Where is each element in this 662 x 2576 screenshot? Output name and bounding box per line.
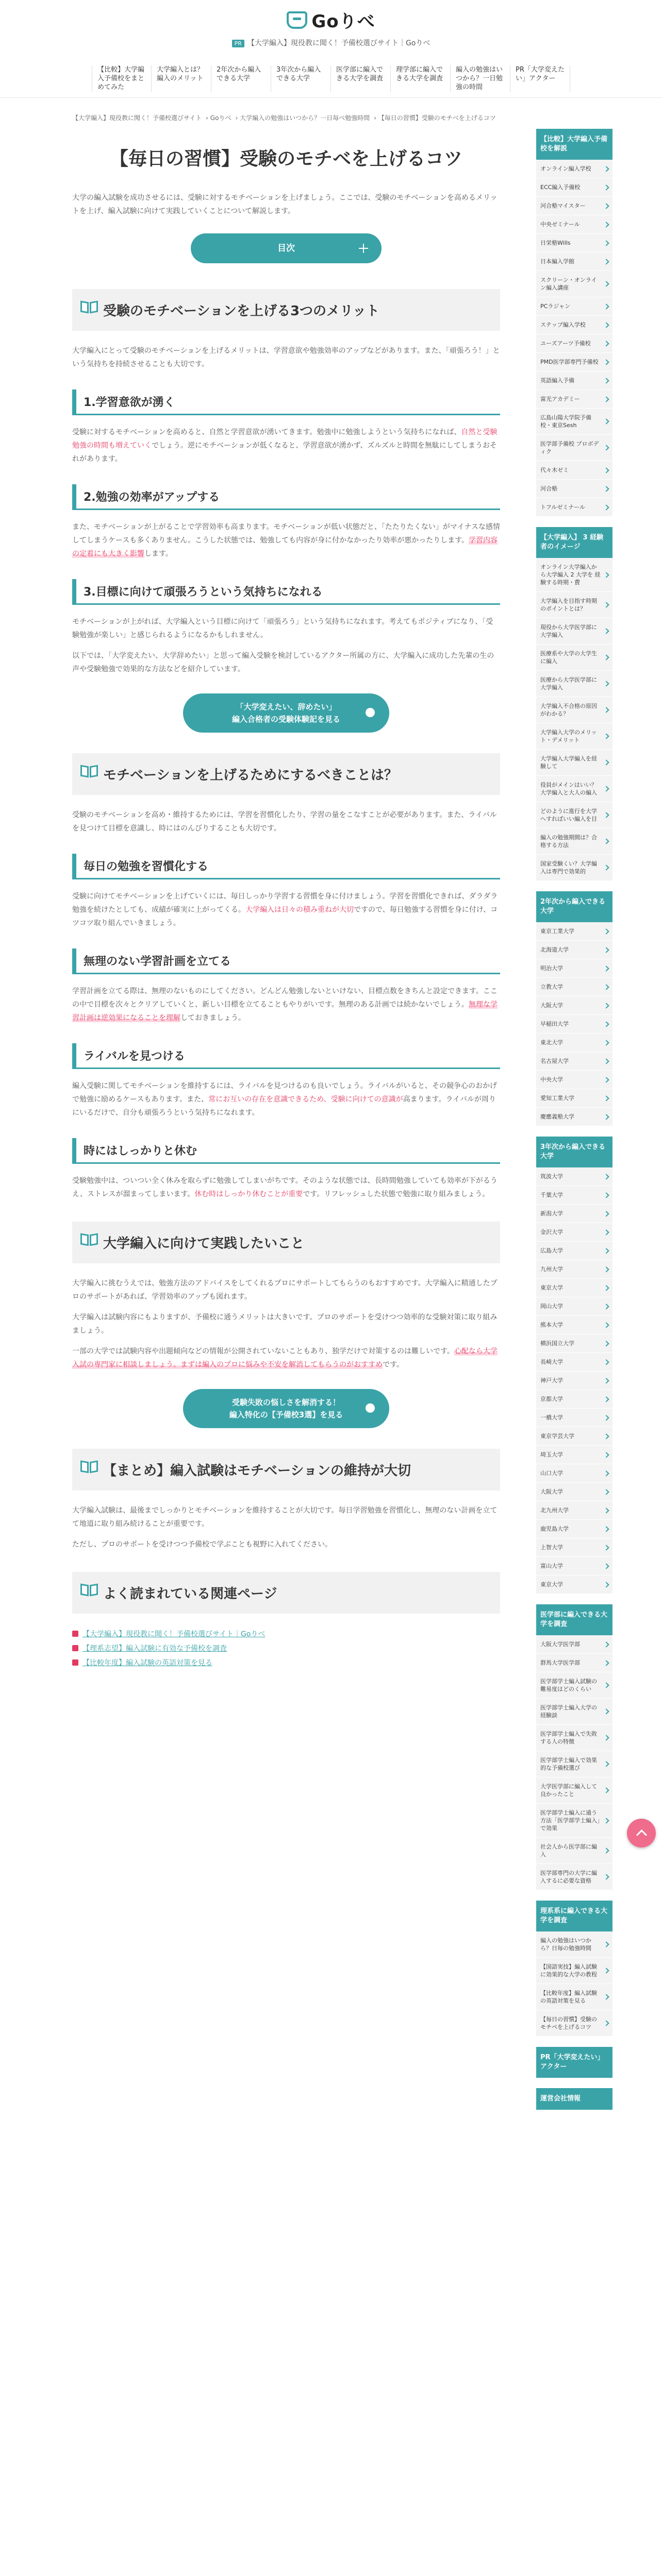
sidebar-item[interactable]: 社会人から医学部に編入 [536, 1838, 613, 1864]
sidebar-item[interactable]: ECC編入予備校 [536, 178, 613, 197]
section-text: また、モチベーションが上がることで学習効率も高まります。モチベーションが低い状態だと、「たたりたくない」がマイナスな感情してしまうケースも多くありません。こうした状態では、勉強しても内容が身に付かなかったり効率が悪かったりします。学習内容の定着にも大きく影響します。 [72, 523, 500, 558]
sidebar-item[interactable]: 筑波大学 [536, 1167, 613, 1186]
sidebar-item[interactable]: 岡山大学 [536, 1297, 613, 1316]
subsection-heading: 無理のない学習計画を立てる [72, 948, 500, 974]
section-heading: よく読まれている関連ページ [72, 1572, 500, 1614]
sidebar-item[interactable]: 金沢大学 [536, 1223, 613, 1242]
subsection-heading: 時にはしっかりと休む [72, 1138, 500, 1164]
sidebar-item[interactable]: 慶應義塾大学 [536, 1108, 613, 1126]
sidebar-item[interactable]: オンライン大学編入から大学編入 2 大学を 経験する時期・費 [536, 558, 613, 592]
sidebar-item[interactable]: 東京学芸大学 [536, 1427, 613, 1446]
sidebar-item[interactable]: 千葉大学 [536, 1186, 613, 1205]
intro-text: 大学の編入試験を成功させるには、受験に対するモチベーションを上げましょう。ここでは、受験のモチベーションを高めるメリットを上げ、編入試験に向けて実践していくことについて解説します。 [72, 194, 498, 215]
check-icon [72, 1645, 78, 1651]
page-title: 【毎日の習慣】受験のモチベを上げるコツ [109, 148, 463, 170]
nav-item[interactable]: 2年次から編入できる大学 [211, 65, 271, 92]
sidebar-item[interactable]: 愛知工業大学 [536, 1089, 613, 1108]
subsection-heading: ライバルを見つける [72, 1043, 500, 1069]
sidebar-item[interactable]: 新潟大学 [536, 1205, 613, 1223]
breadcrumb-link[interactable]: 【大学編入】現役教に聞く！予備校選びサイト [72, 114, 202, 122]
sidebar-item[interactable]: 医学部学士編入で効果的な予備校選び [536, 1751, 613, 1777]
subsection-heading: 2.勉強の効率がアップする [72, 484, 500, 510]
scroll-to-top-button[interactable] [627, 1819, 656, 1848]
section-text: 受験に対するモチベーションを高めると、自然と学習意欲が湧いてきます。勉強中に勉強しようという気持ちになれば、自然と受験勉強の時間も増えていくでしょう。逆にモチベーションが低くなると、学習意欲が湧かず、ズルズルと時間を無駄にしてしまうおそれがあります。 [72, 428, 498, 463]
sidebar-item[interactable]: PCラジャン [536, 297, 613, 316]
sidebar-group-heading[interactable]: 医学部に編入できる大学を調査 [536, 1604, 613, 1635]
sidebar-item[interactable]: スクリーン・オンライン編入講座 [536, 271, 613, 297]
breadcrumb: 【大学編入】現役教に聞く！予備校選びサイト › Goりべ › 大学編入の勉強はいつから？一日毎べ勉強時間 › 【毎日の習慣】受験のモチベを上げるコツ [72, 114, 496, 122]
sidebar-item[interactable]: 代々木ゼミ [536, 461, 613, 480]
sidebar-item[interactable]: オンライン編入学校 [536, 160, 613, 178]
sidebar-item[interactable]: 医学部学士編入大学の経験談 [536, 1699, 613, 1725]
sidebar-item[interactable]: 大学医学部に編入して良かったこと [536, 1777, 613, 1804]
sidebar-item[interactable]: 明治大学 [536, 959, 613, 978]
sidebar-item[interactable]: 東京大学 [536, 1279, 613, 1297]
sidebar-item[interactable]: 富光アカデミー [536, 390, 613, 409]
sidebar-item[interactable]: 医学部学士編入試験の難易度はどのくらい [536, 1672, 613, 1699]
sidebar-group-heading[interactable]: 運営会社情報 [536, 2088, 613, 2110]
section-text: 一部の大学では試験内容や出題傾向などの情報が公開されていないこともあり、独学だけで対策するのは難しいです。心配なら大学入試の専門家に相談しましょう。まずは編入のプロに悩みや不安を解消してもらうのがおすすめです。 [72, 1347, 498, 1369]
cta-button[interactable]: 受験失敗の悩しさを解消する！ 編入特化の【予備校3選】を見る [183, 1389, 389, 1428]
sidebar-item[interactable]: トフルゼミナール [536, 498, 613, 517]
sidebar-item[interactable]: 医学部学士編入で失敗する人の特徴 [536, 1725, 613, 1751]
sidebar-item[interactable]: 中央ゼミナール [536, 215, 613, 234]
article [72, 129, 500, 1670]
sidebar-item[interactable]: 神戸大学 [536, 1371, 613, 1390]
sidebar-group-heading[interactable]: 【比較】大学編入予備校を解説 [536, 129, 613, 160]
sidebar-item[interactable]: 英語編入予備 [536, 371, 613, 390]
nav-item[interactable]: PR「大学変えたい」アクター [510, 65, 570, 92]
related-link[interactable]: 【大学編入】現役教に聞く！予備校選びサイト｜Goりべ [72, 1627, 500, 1641]
sidebar-item[interactable]: 東京大学 [536, 1575, 613, 1594]
sidebar-item[interactable]: 鹿児島大学 [536, 1520, 613, 1538]
sidebar-group-heading[interactable]: 【大学編入】 3 経験者のイメージ [536, 527, 613, 558]
sidebar-item[interactable]: 埼玉大学 [536, 1446, 613, 1464]
nav-item[interactable]: 【比較】大学編入予備校をまとめてみた [92, 65, 152, 92]
sidebar-item[interactable]: 群馬大学医学部 [536, 1654, 613, 1672]
subsection-heading: 1.学習意欲が湧く [72, 389, 500, 415]
sidebar-item[interactable]: 京都大学 [536, 1390, 613, 1409]
sidebar-item[interactable]: 大阪大学医学部 [536, 1635, 613, 1654]
sidebar-item[interactable]: 九州大学 [536, 1260, 613, 1279]
breadcrumb-link[interactable]: 大学編入の勉強はいつから？一日毎べ勉強時間 [240, 114, 370, 122]
nav-item[interactable]: 大学編入とは？編入のメリット [152, 65, 211, 92]
section-text: ただし、プロのサポートを受けつつ予備校で学ぶことも視野に入れてください。 [72, 1540, 332, 1549]
sidebar-group-heading[interactable]: 3年次から編入できる大学 [536, 1137, 613, 1167]
sidebar-item[interactable]: 大阪大学 [536, 996, 613, 1015]
sidebar-item[interactable]: 【比較年度】編入試験の英語対策を見る [536, 1984, 613, 2010]
global-nav [0, 65, 662, 92]
sidebar-item[interactable]: 横浜国立大学 [536, 1334, 613, 1353]
sidebar-item[interactable]: 名古屋大学 [536, 1052, 613, 1071]
sidebar-item[interactable]: 現役から大学医学部に大学編入 [536, 618, 613, 645]
sidebar-item[interactable]: 国家受験くい？大学編入は専門で効果的 [536, 855, 613, 881]
sidebar-item[interactable]: 河合塾マイスター [536, 197, 613, 215]
book-icon [80, 1231, 98, 1248]
logo-text: Goりべ [311, 11, 375, 32]
section-text: 大学編入にとって受験のモチベーションを上げるメリットは、学習意欲や勉強効率のアップなどがあります。また、「頑張ろう！」という気持ちを持続させることも大切です。 [72, 347, 500, 368]
sidebar-item[interactable]: 北九州大学 [536, 1501, 613, 1520]
nav-item[interactable]: 編入の勉強はいつから？一日勉強の時間 [451, 65, 510, 92]
sidebar-item[interactable]: 日栄塾Wills [536, 234, 613, 252]
arrow-icon [366, 708, 375, 717]
sidebar-item[interactable]: ユーズアーツ予備校 [536, 334, 613, 353]
section-heading: 受験のモチベーションを上げる3つのメリット [72, 289, 500, 331]
sidebar-item[interactable]: 役員がメインはいい？大学編入と大人の編入 [536, 776, 613, 802]
sidebar-item[interactable]: 日本編入学館 [536, 252, 613, 271]
sidebar-item[interactable]: 医療から大学医学部に大学編入 [536, 671, 613, 697]
toc-button[interactable]: 目次 [191, 233, 382, 263]
sidebar-item[interactable]: 中央大学 [536, 1071, 613, 1089]
site-logo[interactable] [0, 0, 662, 32]
sidebar-item[interactable]: 広島大学 [536, 1242, 613, 1260]
nav-item[interactable]: 医学部に編入できる大学を調査 [331, 65, 391, 92]
sidebar-item[interactable]: 医療系や大学の大学生に編入 [536, 645, 613, 671]
sidebar-item[interactable]: 早稲田大学 [536, 1015, 613, 1033]
sidebar-item[interactable]: PMD医学部専門予備校 [536, 353, 613, 371]
subsection-heading: 3.目標に向けて頑張ろうという気持ちになれる [72, 579, 500, 605]
check-icon [72, 1631, 78, 1637]
highlight-text: 以下では、「大学変えたい、大学辞めたい」と思って編入受験を検討しているアクター所属の方に、大学編入に成功した先輩の生の声や受験勉強で効果的な方法などを紹介しています。 [72, 652, 494, 673]
sidebar-item[interactable]: 一橋大学 [536, 1409, 613, 1427]
section-text: 学習計画を立てる際は、無理のないものにしてください。どんどん勉強しないといけない、目標点数をきちんと設定できます。ここの中で目標を次々とクリアしていくと、新しい目標を立てることもやりがいです。無理のある計画では続かないでしょう。無理な学習計画は逆効果になることを理解しておきましょう。 [72, 987, 498, 1022]
logo-icon [287, 11, 307, 29]
check-icon [72, 1659, 78, 1666]
sidebar-item[interactable]: 熊本大学 [536, 1316, 613, 1334]
nav-item[interactable]: 3年次から編入できる大学 [271, 65, 331, 92]
sidebar-group-heading[interactable]: 2年次から編入できる大学 [536, 891, 613, 922]
sidebar-item[interactable]: 東北大学 [536, 1033, 613, 1052]
sidebar-item[interactable]: 大阪大学 [536, 1483, 613, 1501]
sidebar-item[interactable]: 山口大学 [536, 1464, 613, 1483]
sidebar-item[interactable]: 北海道大学 [536, 941, 613, 959]
sidebar-item[interactable]: 大学編入不合格の原因がわかる？ [536, 697, 613, 723]
sidebar-item[interactable]: 河合塾 [536, 480, 613, 498]
section-heading: モチベーションを上げるためにするべきことは？ [72, 753, 500, 795]
sidebar-group-heading[interactable]: PR「大学変えたい」アクター [536, 2047, 613, 2078]
sidebar-item[interactable]: 東京工業大学 [536, 922, 613, 941]
sidebar-item[interactable]: 医学部学士編入に通う方法「医学部学士編入」で効果 [536, 1804, 613, 1838]
section-text: 編入受験に関してモチベーションを維持するには、ライバルを見つけるのも良いでしょう。ライバルがいると、その競争心のおかげで勉強に励めるケースもあります。また、常にお互いの存在を意識できるため、受験に向けての意識が高まります。ライバルが周りにいるだけで、自分も頑張ろうという気持ちになれます。 [72, 1082, 498, 1117]
pr-badge: PR [232, 40, 244, 47]
section-text: モチベーションが上がれば、大学編入という目標に向けて「頑張ろう」という気持ちになれます。考えてもポジティブになり、「受験勉強が楽しい」と感じられるようになるかもしれません。 [72, 618, 493, 639]
book-icon [80, 1581, 98, 1599]
section-text: 大学編入に挑むうえでは、勉強方法のアドバイスをしてくれるプロにサポートしてもらうのもおすすめです。大学編入に精通したプロのサポートがあれば、学習効率のアップも図れます。 [72, 1279, 498, 1301]
tagline-text: 【大学編入】現役教に聞く！予備校選びサイト｜Goりべ [247, 39, 431, 47]
cta-button[interactable]: 「大学変えたい、辞めたい」 編入合格者の受験体験記を見る [183, 693, 389, 733]
breadcrumb-current: 【毎日の習慣】受験のモチベを上げるコツ [378, 114, 496, 122]
site-header [0, 0, 662, 98]
sidebar-group-heading[interactable]: 理系系に編入できる大学を調査 [536, 1901, 613, 1931]
plus-icon [359, 244, 368, 253]
book-icon [80, 762, 98, 780]
sidebar-item[interactable]: 立教大学 [536, 978, 613, 996]
book-icon [80, 1458, 98, 1476]
sidebar-item[interactable]: 医学部予備校 プロボディク [536, 435, 613, 461]
nav-item[interactable]: 理学部に編入できる大学を調査 [391, 65, 451, 92]
arrow-icon [366, 1403, 375, 1413]
sidebar-item[interactable]: 長崎大学 [536, 1353, 613, 1371]
sidebar-item[interactable]: 編入の勉強はいつから？日毎の勉強時間 [536, 1931, 613, 1958]
related-link[interactable]: 【比較年度】編入試験の英語対策を見る [72, 1656, 500, 1670]
sidebar-item[interactable]: 【毎日の習慣】受験のモチベを上げるコツ [536, 2010, 613, 2037]
sidebar-item[interactable]: 大学編入大学編入を経験して [536, 750, 613, 776]
sidebar-item[interactable]: 上智大学 [536, 1538, 613, 1557]
sidebar-item[interactable]: 【国語実技】編入試験に効果的な大学の教程 [536, 1958, 613, 1984]
sidebar-item[interactable]: 富山大学 [536, 1557, 613, 1575]
section-text: 大学編入試験は、最後までしっかりとモチベーションを維持することが大切です。毎日学習勉強を習慣化し、無理のない計画を立てて地道に取り組み続けることが重要です。 [72, 1506, 498, 1528]
sidebar-item[interactable]: 大学編入を目指す時期のポイントとは？ [536, 592, 613, 618]
sidebar-item[interactable]: 大学編入大学のメリット・デメリット [536, 723, 613, 750]
site-tagline [0, 38, 662, 48]
section-heading: 【まとめ】編入試験はモチベーションの維持が大切 [72, 1449, 500, 1490]
section-text: 受験勉強中は、ついつい全く休みを取らずに勉強してしまいがちです。そのような状態では、長時間勉強していても効率が下がるうえ、ストレスが溜まってしまいます。休む時はしっかり休むことが重要です。リフレッシュした状態で勉強に取り組みましょう。 [72, 1177, 498, 1198]
book-icon [80, 298, 98, 316]
related-link[interactable]: 【理系志望】編入試験に有効な予備校を調査 [72, 1641, 500, 1656]
sidebar-item[interactable]: どのように進行を大学へすればいい編入を目 [536, 802, 613, 828]
section-heading: 大学編入に向けて実践したいこと [72, 1222, 500, 1263]
section-text: 受験のモチベーションを高め・維持するためには、学習を習慣化したり、学習の量をこなすことが必要があります。また、ライバルを見つけて目標を意識し、時にはのんびりすることも大切です。 [72, 811, 497, 833]
section-text: 受験に向けてモチベーションを上げていくには、毎日しっかり学習する習慣を身に付けましょう。学習を習慣化できれば、ダラダラ勉強を続けたとしても、成績が確実に上がってくる。大学編入は日々の積み重ねが大切ですので、毎日勉強する習慣を身に付け、コツコツ取り組んでいきましょう。 [72, 892, 498, 927]
breadcrumb-link[interactable]: Goりべ [210, 114, 231, 122]
sidebar-item[interactable]: 編入の勉強期間は？合格する方法 [536, 828, 613, 855]
sidebar-item[interactable]: 医学部専門の大学に編入するに必要な資格 [536, 1864, 613, 1890]
section-text: 大学編入は試験内容にもよりますが、予備校に通うメリットは大きいです。プロのサポートを受けつつ効率的な受験対策に取り組みましょう。 [72, 1313, 498, 1335]
sidebar-item[interactable]: ステップ編入学校 [536, 316, 613, 334]
sidebar [536, 129, 613, 2120]
subsection-heading: 毎日の勉強を習慣化する [72, 854, 500, 879]
related-links [72, 1627, 500, 1670]
sidebar-item[interactable]: 広島山陽大学院予備校・東京Sesh [536, 409, 613, 435]
